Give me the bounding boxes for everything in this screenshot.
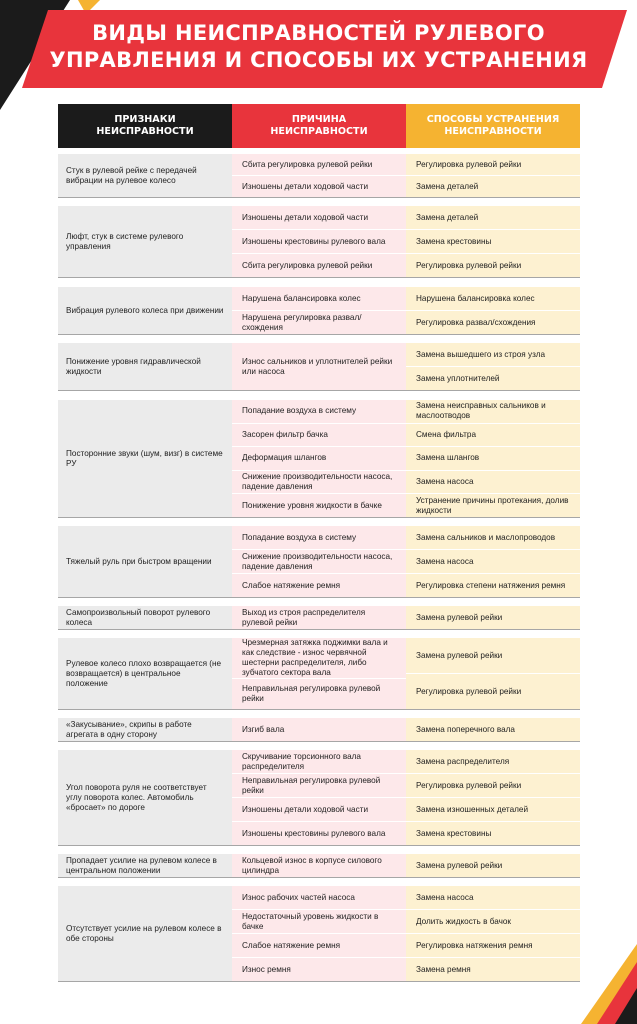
fixes-column bbox=[406, 526, 580, 598]
cause-cell: Сбита регулировка рулевой рейки bbox=[232, 254, 406, 278]
cause-cell: Снижение производительности насоса, падение давления bbox=[232, 471, 406, 495]
fixes-column bbox=[406, 638, 580, 710]
fix-cell: Регулировка рулевой рейки bbox=[406, 254, 580, 278]
fix-cell: Замена крестовины bbox=[406, 230, 580, 254]
fix-cell: Замена распределителя bbox=[406, 750, 580, 774]
cause-cell: Понижение уровня жидкости в бачке bbox=[232, 494, 406, 518]
cause-cell: Изношены детали ходовой части bbox=[232, 206, 406, 230]
fix-cell: Замена рулевой рейки bbox=[406, 638, 580, 674]
table-row-group bbox=[58, 154, 580, 198]
fixes-column bbox=[406, 750, 580, 846]
causes-column bbox=[232, 606, 406, 630]
cause-cell: Кольцевой износ в корпусе силового цилиндра bbox=[232, 854, 406, 878]
cause-cell: Изгиб вала bbox=[232, 718, 406, 742]
fix-cell: Замена изношенных деталей bbox=[406, 798, 580, 822]
fixes-column bbox=[406, 854, 580, 878]
header-causes-line-2: НЕИСПРАВНОСТИ bbox=[270, 126, 368, 137]
cause-cell: Нарушена регулировка развал/схождения bbox=[232, 311, 406, 335]
cause-cell: Изношены детали ходовой части bbox=[232, 798, 406, 822]
cause-cell: Недостаточный уровень жидкости в бачке bbox=[232, 910, 406, 934]
header-symptoms-line-2: НЕИСПРАВНОСТИ bbox=[96, 126, 194, 137]
fixes-column bbox=[406, 154, 580, 198]
fix-cell: Замена крестовины bbox=[406, 822, 580, 846]
cause-cell: Нарушена балансировка колес bbox=[232, 287, 406, 311]
table-body bbox=[58, 154, 580, 982]
fix-cell: Замена сальников и маслопроводов bbox=[406, 526, 580, 550]
fixes-column bbox=[406, 606, 580, 630]
causes-column bbox=[232, 854, 406, 878]
table-row-group bbox=[58, 343, 580, 391]
table-row-group bbox=[58, 718, 580, 742]
symptom-cell: Самопроизвольный поворот рулевого колеса bbox=[58, 606, 232, 630]
fixes-column bbox=[406, 206, 580, 278]
causes-column bbox=[232, 154, 406, 198]
cause-cell: Засорен фильтр бачка bbox=[232, 424, 406, 448]
symptom-cell: Рулевое колесо плохо возвращается (не возвращается) в центральное положение bbox=[58, 638, 232, 710]
cause-cell: Изношены крестовины рулевого вала bbox=[232, 822, 406, 846]
header-fixes-line-2: НЕИСПРАВНОСТИ bbox=[444, 126, 542, 137]
cause-cell: Выход из строя распределителя рулевой рейки bbox=[232, 606, 406, 630]
fixes-column bbox=[406, 287, 580, 335]
cause-cell: Слабое натяжение ремня bbox=[232, 574, 406, 598]
fixes-column bbox=[406, 343, 580, 391]
causes-column bbox=[232, 526, 406, 598]
header-fixes bbox=[406, 104, 580, 148]
cause-cell: Снижение производительности насоса, падение давления bbox=[232, 550, 406, 574]
header-symptoms bbox=[58, 104, 232, 148]
table-row-group bbox=[58, 638, 580, 710]
causes-column bbox=[232, 886, 406, 982]
cause-cell: Попадание воздуха в систему bbox=[232, 400, 406, 424]
fix-cell: Замена рулевой рейки bbox=[406, 854, 580, 878]
fix-cell: Замена рулевой рейки bbox=[406, 606, 580, 630]
symptom-cell: Угол поворота руля не соответствует углу поворота колес. Автомобиль «бросает» по дороге bbox=[58, 750, 232, 846]
fix-cell: Замена шлангов bbox=[406, 447, 580, 471]
causes-column bbox=[232, 750, 406, 846]
fix-cell: Замена вышедшего из строя узла bbox=[406, 343, 580, 367]
causes-column bbox=[232, 400, 406, 518]
cause-cell: Деформация шлангов bbox=[232, 447, 406, 471]
fix-cell: Устранение причины протекания, долив жидкости bbox=[406, 494, 580, 518]
fix-cell: Регулировка рулевой рейки bbox=[406, 154, 580, 176]
symptom-cell: Тяжелый руль при быстром вращении bbox=[58, 526, 232, 598]
page-title bbox=[0, 20, 637, 74]
symptom-cell: Вибрация рулевого колеса при движении bbox=[58, 287, 232, 335]
page-title-line-2: УПРАВЛЕНИЯ И СПОСОБЫ ИХ УСТРАНЕНИЯ bbox=[49, 48, 588, 72]
fix-cell: Смена фильтра bbox=[406, 424, 580, 448]
cause-cell: Слабое натяжение ремня bbox=[232, 934, 406, 958]
cause-cell: Сбита регулировка рулевой рейки bbox=[232, 154, 406, 176]
page-title-line-1: ВИДЫ НЕИСПРАВНОСТЕЙ РУЛЕВОГО bbox=[92, 21, 545, 45]
causes-column bbox=[232, 206, 406, 278]
cause-cell: Чрезмерная затяжка поджимки вала и как следствие - износ червячной шестерни распределителя, либо зубчатого сектора вала bbox=[232, 638, 406, 679]
symptom-cell: Люфт, стук в системе рулевого управления bbox=[58, 206, 232, 278]
fix-cell: Замена насоса bbox=[406, 471, 580, 495]
fix-cell: Регулировка развал/схождения bbox=[406, 311, 580, 335]
cause-cell: Попадание воздуха в систему bbox=[232, 526, 406, 550]
cause-cell: Износ ремня bbox=[232, 958, 406, 982]
table-row-group bbox=[58, 206, 580, 278]
fix-cell: Нарушена балансировка колес bbox=[406, 287, 580, 311]
causes-column bbox=[232, 287, 406, 335]
causes-column bbox=[232, 718, 406, 742]
header-causes-line-1: ПРИЧИНА bbox=[291, 114, 347, 125]
fix-cell: Регулировка натяжения ремня bbox=[406, 934, 580, 958]
fix-cell: Замена насоса bbox=[406, 886, 580, 910]
symptom-cell: Стук в рулевой рейке с передачей вибрации на рулевое колесо bbox=[58, 154, 232, 198]
table-row-group bbox=[58, 750, 580, 846]
symptom-cell: Посторонние звуки (шум, визг) в системе РУ bbox=[58, 400, 232, 518]
cause-cell: Изношены детали ходовой части bbox=[232, 176, 406, 198]
fix-cell: Регулировка степени натяжения ремня bbox=[406, 574, 580, 598]
fix-cell: Долить жидкость в бачок bbox=[406, 910, 580, 934]
fix-cell: Замена деталей bbox=[406, 176, 580, 198]
table-row-group bbox=[58, 854, 580, 878]
cause-cell: Неправильная регулировка рулевой рейки bbox=[232, 774, 406, 798]
fix-cell: Регулировка рулевой рейки bbox=[406, 774, 580, 798]
table-row-group bbox=[58, 606, 580, 630]
symptom-cell: Понижение уровня гидравлической жидкости bbox=[58, 343, 232, 391]
causes-column bbox=[232, 638, 406, 710]
table-row-group bbox=[58, 526, 580, 598]
symptom-cell: Отсутствует усилие на рулевом колесе в обе стороны bbox=[58, 886, 232, 982]
cause-cell: Износ сальников и уплотнителей рейки или насоса bbox=[232, 343, 406, 391]
fix-cell: Замена деталей bbox=[406, 206, 580, 230]
faults-table bbox=[58, 104, 580, 982]
header-symptoms-line-1: ПРИЗНАКИ bbox=[114, 114, 176, 125]
table-row-group bbox=[58, 287, 580, 335]
cause-cell: Неправильная регулировка рулевой рейки bbox=[232, 679, 406, 710]
cause-cell: Скручивание торсионного вала распределителя bbox=[232, 750, 406, 774]
header-fixes-line-1: СПОСОБЫ УСТРАНЕНИЯ bbox=[426, 114, 560, 125]
fix-cell: Замена насоса bbox=[406, 550, 580, 574]
cause-cell: Износ рабочих частей насоса bbox=[232, 886, 406, 910]
symptom-cell: «Закусывание», скрипы в работе агрегата в одну сторону bbox=[58, 718, 232, 742]
fix-cell: Замена неисправных сальников и маслоотводов bbox=[406, 400, 580, 424]
table-row-group bbox=[58, 886, 580, 982]
symptom-cell: Пропадает усилие на рулевом колесе в центральном положении bbox=[58, 854, 232, 878]
fix-cell: Регулировка рулевой рейки bbox=[406, 674, 580, 710]
cause-cell: Изношены крестовины рулевого вала bbox=[232, 230, 406, 254]
fixes-column bbox=[406, 718, 580, 742]
fixes-column bbox=[406, 400, 580, 518]
fixes-column bbox=[406, 886, 580, 982]
fix-cell: Замена ремня bbox=[406, 958, 580, 982]
header-causes bbox=[232, 104, 406, 148]
table-header bbox=[58, 104, 580, 148]
fix-cell: Замена поперечного вала bbox=[406, 718, 580, 742]
causes-column bbox=[232, 343, 406, 391]
table-row-group bbox=[58, 400, 580, 518]
fix-cell: Замена уплотнителей bbox=[406, 367, 580, 391]
